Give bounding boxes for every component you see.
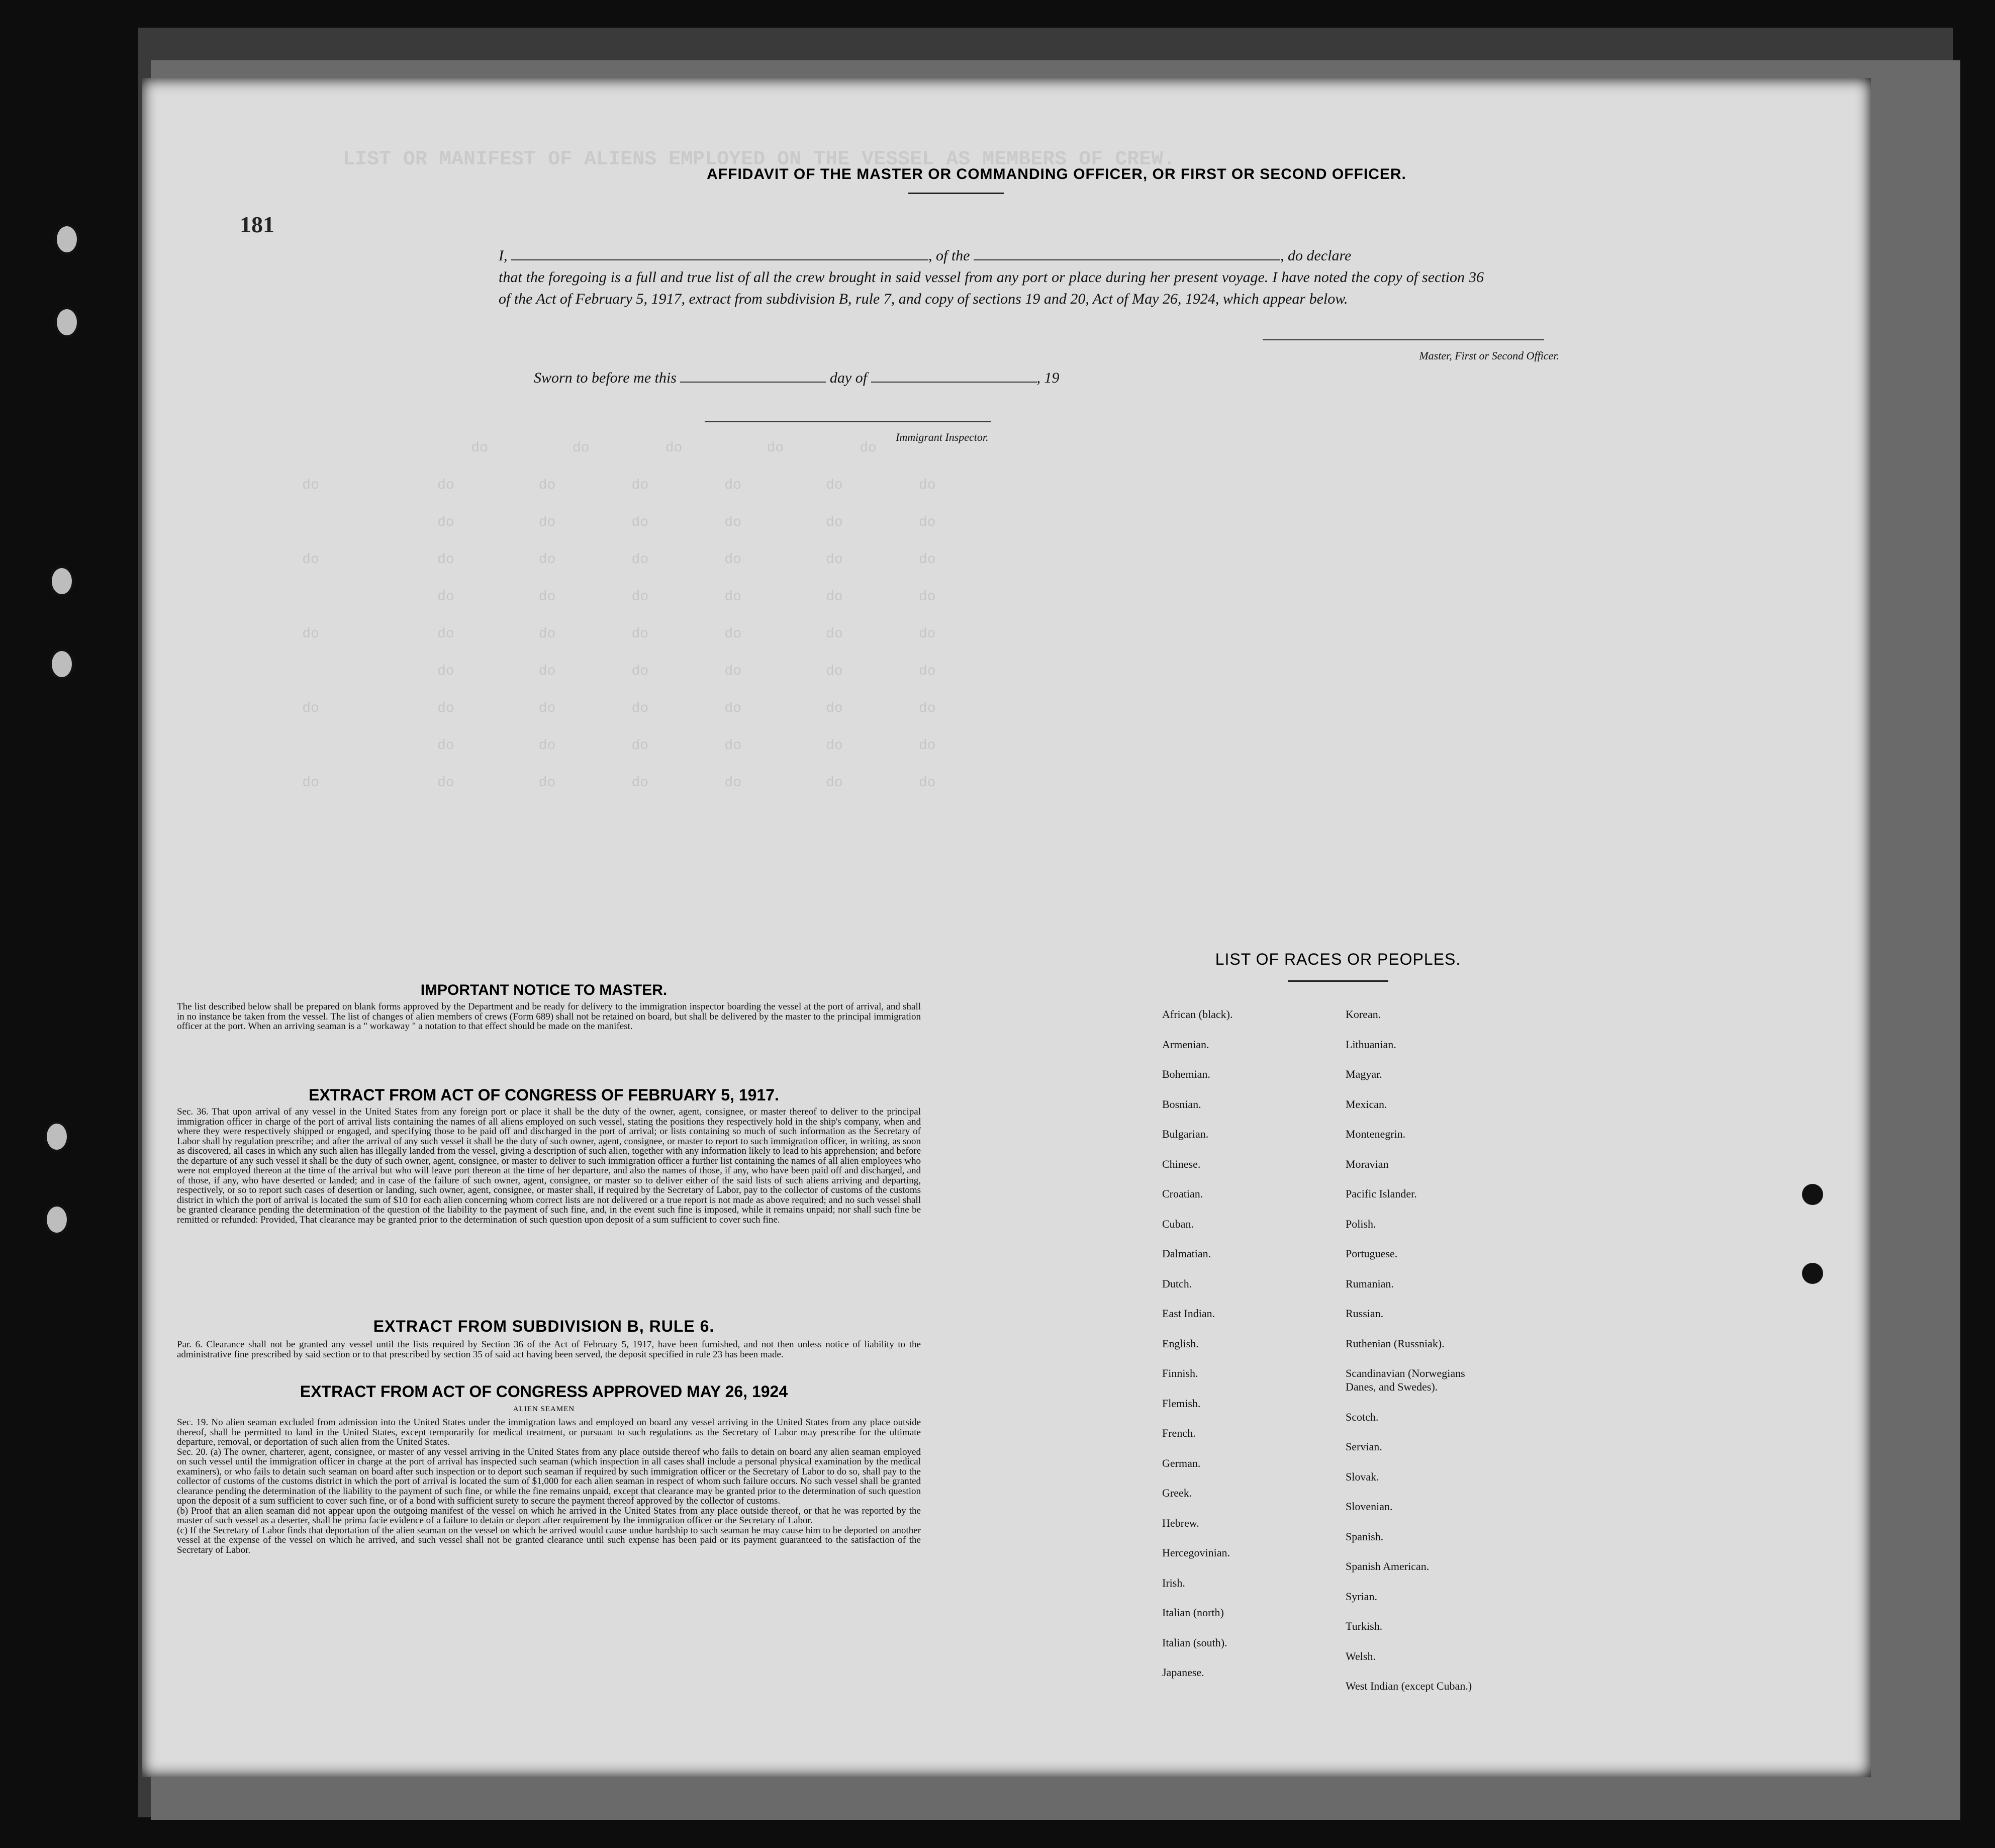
race-item: Servian. [1346,1440,1382,1453]
affidavit-text [499,245,1484,310]
signature-caption: Master, First or Second Officer. [1419,349,1559,362]
race-item: French. [1162,1427,1196,1439]
race-item: Armenian. [1162,1038,1209,1051]
races-title: LIST OF RACES OR PEOPLES. [1215,950,1461,968]
vessel-field[interactable] [974,259,1280,260]
manifest-page [142,78,1871,1777]
race-item: Slovenian. [1346,1500,1393,1513]
race-item: Hercegovinian. [1162,1546,1230,1559]
bleed-through-heading: LIST OR MANIFEST OF ALIENS EMPLOYED ON THE VESSEL AS MEMBERS OF CREW. [343,148,1176,171]
sworn-day-field[interactable] [680,382,826,383]
affidavit-title-rule [908,193,1004,194]
extract-1917-title: EXTRACT FROM ACT OF CONGRESS OF FEBRUARY 5, 1917. [309,1086,779,1104]
inspector-signature-line[interactable] [705,421,991,422]
punch-hole [54,307,79,338]
race-item: Mexican. [1346,1097,1387,1111]
race-item: English. [1162,1337,1199,1350]
binder-hole [1802,1263,1823,1284]
page-number: 181 [240,212,274,237]
extract-rule6-title: EXTRACT FROM SUBDIVISION B, RULE 6. [373,1317,715,1335]
race-item: Moravian [1346,1157,1389,1170]
inspector-caption: Immigrant Inspector. [896,431,989,443]
race-item: Bohemian. [1162,1068,1210,1080]
race-item: Welsh. [1346,1649,1376,1662]
section-20b: (b) Proof that an alien seaman did not appear upon the outgoing manifest of the vessel on which he arrived in the United States from any place outside thereof, or that he was reported by the master of such vessel as a deserter, shall be prima facie evidence of a failure to detain or deport after requirement by the immigration officer or the Secretary of Labor. [177,1505,921,1526]
race-item: Italian (north) [1162,1606,1224,1619]
extract-1924-title: EXTRACT FROM ACT OF CONGRESS APPROVED MAY 26, 1924 [300,1382,788,1401]
sworn-line: Sworn to before me this day of , 19 [534,369,1060,386]
race-item: Chinese. [1162,1157,1201,1170]
extract-1924-body [177,1418,921,1555]
notice-body: The list described below shall be prepared on blank forms approved by the Department and be ready for delivery to the immigration inspector boarding the vessel at the port of arrival, and shall in no instance be taken from the vessel. The list of changes of alien members of crews (Form 689) shall not be retained on board, but shall be delivered by the master to the principal immigration officer at the port. When an arriving seaman is a " workaway " a notation to that effect should be made on the manifest. [177,1001,921,1032]
extract-1917-body: Sec. 36. That upon arrival of any vessel in the United States from any foreign port or place it shall be the duty of the owner, agent, consignee, or master thereof to deliver to the principal immigration officer in charge of the port of arrival lists containing the names of all aliens employed on such vessel, stating the positions they respectively hold in the ship's company, when and where they were respectively shipped or engaged, and specifying those to be paid off and discharged in the port of arrival; or lists containing so much of such information as the Secretary of Labor shall by regulation prescribe; and after the arrival of any such vessel it shall be the duty of such owner, agent, consignee, or master to report to such immigration officer, in writing, as soon as discovered, all cases in which any such alien has illegally landed from the vessel, giving a description of such alien, together with any information likely to lead to his apprehension; and before the departure of any such vessel it shall be the duty of such owner, agent, consignee, or master to deliver to such immigration officer a further list containing the names of all alien employees who were not employed thereon at the time of the arrival but who will leave port thereon at the time of her departure, and also the names of those, if any, who have been paid off and discharged, and of those, if any, who have deserted or landed; and in case of the failure of such owner, agent, consignee, or master so to deliver either of the said lists of such aliens arriving and departing, respectively, or so to report such cases of desertion or landing, such owner, agent, consignee, or master shall, if required by the Secretary of Labor, pay to the collector of customs of the customs district in which the port of arrival is located the sum of $10 for each alien concerning whom correct lists are not delivered or a true report is not made as above required; and no such vessel shall be granted clearance pending the determination of the question of the liability to the payment of such fine, and, in the event such fine is imposed, while it remains unpaid; nor shall such fine be remitted or refunded: Provided, That clearance may be granted prior to the determination of such question upon deposit of a sum sufficient to cover such fine. [177,1106,921,1225]
race-item: Flemish. [1162,1397,1201,1410]
race-item: German. [1162,1456,1201,1469]
race-item: African (black). [1162,1008,1233,1021]
race-item: Turkish. [1346,1620,1383,1632]
race-item: Portuguese. [1346,1247,1398,1260]
extract-1924-subtitle: ALIEN SEAMEN [513,1405,575,1413]
race-item: Irish. [1162,1576,1185,1589]
affidavit-title: AFFIDAVIT OF THE MASTER OR COMMANDING OFFICER, OR FIRST OR SECOND OFFICER. [707,166,1406,182]
race-item: East Indian. [1162,1307,1215,1320]
race-item: Lithuanian. [1346,1038,1396,1051]
punch-hole [49,649,74,680]
name-field[interactable] [511,259,928,260]
race-item: Cuban. [1162,1217,1194,1230]
race-item: Bosnian. [1162,1097,1201,1111]
affidavit-paragraph: that the foregoing is a full and true list of all the crew brought in said vessel from any port or place during her present voyage. I have noted the copy of section 36 of the Act of February 5, 1917, extract from subdivision B, rule 7, and copy of sections 19 and 20, Act of May 26, 1924, which appear below. [499,269,1484,307]
race-item: West Indian (except Cuban.) [1346,1680,1472,1692]
section-20a: Sec. 20. (a) The owner, charterer, agent, consignee, or master of any vessel arriving in the United States from any place outside thereof who fails to detain on board any alien seaman employed on such vessel until the immigration officer in charge at the port of arrival has inspected such seaman (which inspection in all cases shall include a personal physical examination by the medical examiners), or who fails to detain such seaman on board after such inspection or to deport such seaman if required by such immigration officer or the Secretary of Labor to do so, shall pay to the collector of customs of the customs district in which the port of arrival is located the sum of $1,000 for each alien seaman in respect of whom such failure occurs. No such vessel shall be granted clearance pending the determination of the liability to the payment of such fine, or while the fine remains unpaid, except that clearance may be granted prior to the determination of such question upon the deposit of a sum sufficient to cover such fine, or of a bond with sufficient surety to secure the payment thereof approved by the collector of customs. [177,1446,921,1506]
punch-hole [44,1204,69,1235]
race-item: Slovak. [1346,1470,1379,1483]
race-item: Pacific Islander. [1346,1187,1417,1200]
race-item: Dalmatian. [1162,1247,1211,1260]
punch-hole [49,566,74,597]
race-item: Greek. [1162,1487,1192,1499]
race-item: Finnish. [1162,1367,1198,1379]
race-item: Russian. [1346,1307,1384,1320]
race-item: Italian (south). [1162,1636,1227,1649]
races-title-rule [1288,980,1388,982]
race-item: Japanese. [1162,1666,1204,1679]
race-item: Ruthenian (Russniak). [1346,1337,1445,1350]
section-20c: (c) If the Secretary of Labor finds that deportation of the alien seaman on the vessel on which he arrived would cause undue hardship to such seaman he may cause him to be deported on another vessel at the expense of the vessel on which he arrived, and such vessel shall not be granted clearance until such expense has been paid or its payment guaranteed to the satisfaction of the Secretary of Labor. [177,1525,921,1555]
punch-hole [54,224,79,255]
race-item: Scandinavian (Norwegians [1346,1367,1465,1379]
binder-hole [1802,1184,1823,1205]
race-item: Spanish. [1346,1530,1384,1543]
signature-line[interactable] [1263,339,1544,340]
race-item: Croatian. [1162,1187,1203,1200]
race-item: Scotch. [1346,1410,1379,1423]
race-item: Danes, and Swedes). [1346,1380,1438,1393]
race-item: Polish. [1346,1217,1376,1230]
affidavit-declaration-line: I, , of the , do declare [499,247,1352,264]
race-item: Spanish American. [1346,1560,1430,1573]
punch-hole [44,1121,69,1152]
race-item: Montenegrin. [1346,1128,1406,1140]
race-item: Magyar. [1346,1068,1382,1080]
race-item: Korean. [1346,1008,1381,1021]
race-item: Rumanian. [1346,1277,1394,1290]
race-item: Syrian. [1346,1590,1377,1603]
bleed-through-rows: do do do do do do do do do do do do do do do do do do do do do do do do do do do do do do do do do do do do do do do do do do do do do do do do do do do do do do do do do do do do do do do do [302,440,936,791]
section-19: Sec. 19. No alien seaman excluded from admission into the United States under the immigration laws and employed on board any vessel arriving in the United States from any place outside thereof, shall be permitted to land in the United States, except temporarily for medical treatment, or pursuant to such regulations as the Secretary of Labor may prescribe for the ultimate departure, removal, or deportation of such alien from the United States. [177,1417,921,1447]
extract-rule6-body: Par. 6. Clearance shall not be granted any vessel until the lists required by Section 36 of the Act of February 5, 1917, have been furnished, and not then unless notice of liability to the administrative fine prescribed by said section or to that prescribed by section 35 of said act having been served, the deposit specified in rule 23 has been made. [177,1339,921,1360]
race-item: Bulgarian. [1162,1128,1209,1140]
race-item: Hebrew. [1162,1516,1199,1529]
notice-title: IMPORTANT NOTICE TO MASTER. [420,982,668,998]
sworn-month-field[interactable] [871,382,1037,383]
race-item: Dutch. [1162,1277,1192,1290]
